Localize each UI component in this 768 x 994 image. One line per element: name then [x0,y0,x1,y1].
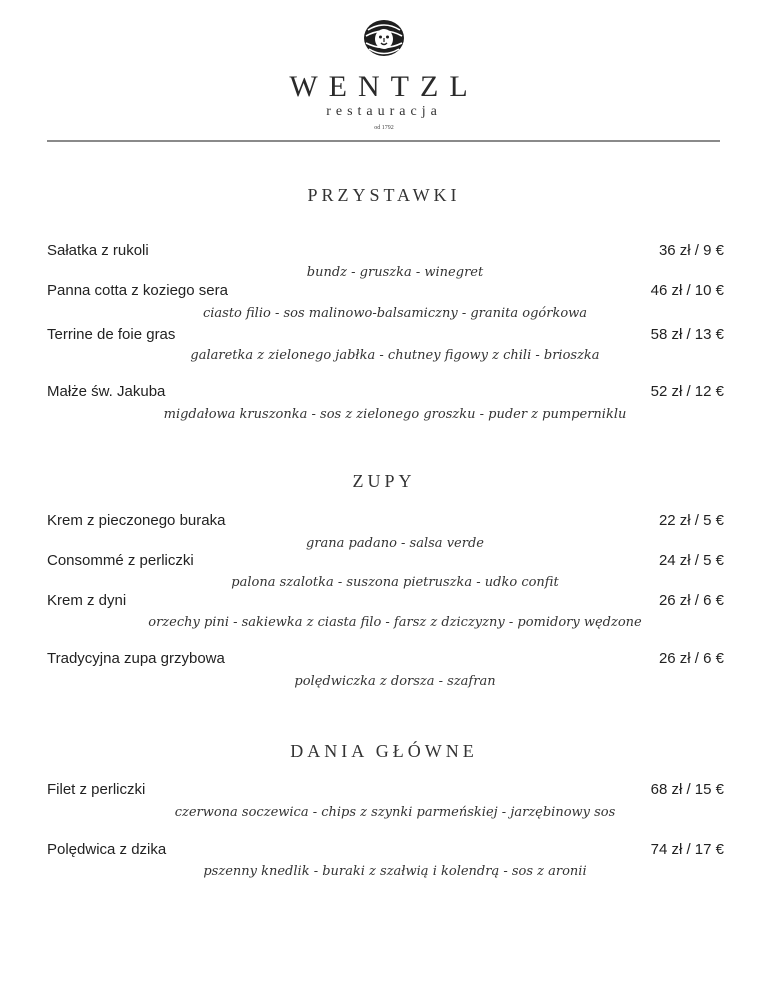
dish-price: 58 zł / 13 € [650,326,724,343]
brand-since: od 1792 [374,125,394,131]
dish-name: Polędwica z dzika [47,841,167,858]
logo [0,18,768,58]
dish-price: 26 zł / 6 € [658,650,724,667]
dish-name: Consommé z perliczki [47,552,194,569]
section-title-soups: ZUPY [352,471,416,491]
dish-description: polędwiczka z dorsza - szafran [294,674,496,689]
dish-description: palona szalotka - suszona pietruszka - udko confit [231,575,559,590]
dish-price: 68 zł / 15 € [650,781,724,798]
dish-price: 26 zł / 6 € [658,592,724,609]
dish-description: grana padano - salsa verde [306,536,484,551]
dish-price: 52 zł / 12 € [650,383,724,400]
dish-description: bundz - gruszka - winegret [306,265,484,280]
brand-name: WENTZL [289,70,479,103]
dish-name: Terrine de foie gras [47,326,176,343]
dish-price: 36 zł / 9 € [658,242,724,259]
dish-name: Krem z pieczonego buraka [47,512,226,529]
dish-price: 24 zł / 5 € [658,552,724,569]
dish-description: czerwona soczewica - chips z szynki parmeńskiej - jarzębinowy sos [174,805,616,820]
dish-description: ciasto filio - sos malinowo-balsamiczny - granita ogórkowa [202,306,588,321]
dish-name: Krem z dyni [47,592,127,609]
dish-description: migdałowa kruszonka - sos z zielonego groszku - puder z pumperniklu [163,407,627,422]
dish-name: Małże św. Jakuba [47,383,166,400]
section-title-mains: DANIA GŁÓWNE [290,741,478,761]
dish-price: 74 zł / 17 € [650,841,724,858]
dish-price: 46 zł / 10 € [650,282,724,299]
dish-name: Panna cotta z koziego sera [47,282,228,299]
header-divider [47,140,720,142]
dish-name: Sałatka z rukoli [47,242,149,259]
lion-emblem-icon [362,18,406,58]
dish-name: Filet z perliczki [47,781,146,798]
dish-description: galaretka z zielonego jabłka - chutney figowy z chili - brioszka [190,348,600,363]
dish-description: orzechy pini - sakiewka z ciasta filo - farsz z dziczyzny - pomidory wędzone [148,615,642,630]
dish-name: Tradycyjna zupa grzybowa [47,650,225,667]
dish-description: pszenny knedlik - buraki z szałwią i kolendrą - sos z aronii [203,864,587,879]
dish-price: 22 zł / 5 € [658,512,724,529]
section-title-starters: PRZYSTAWKI [307,185,461,205]
brand-subtitle: restauracja [326,104,442,119]
